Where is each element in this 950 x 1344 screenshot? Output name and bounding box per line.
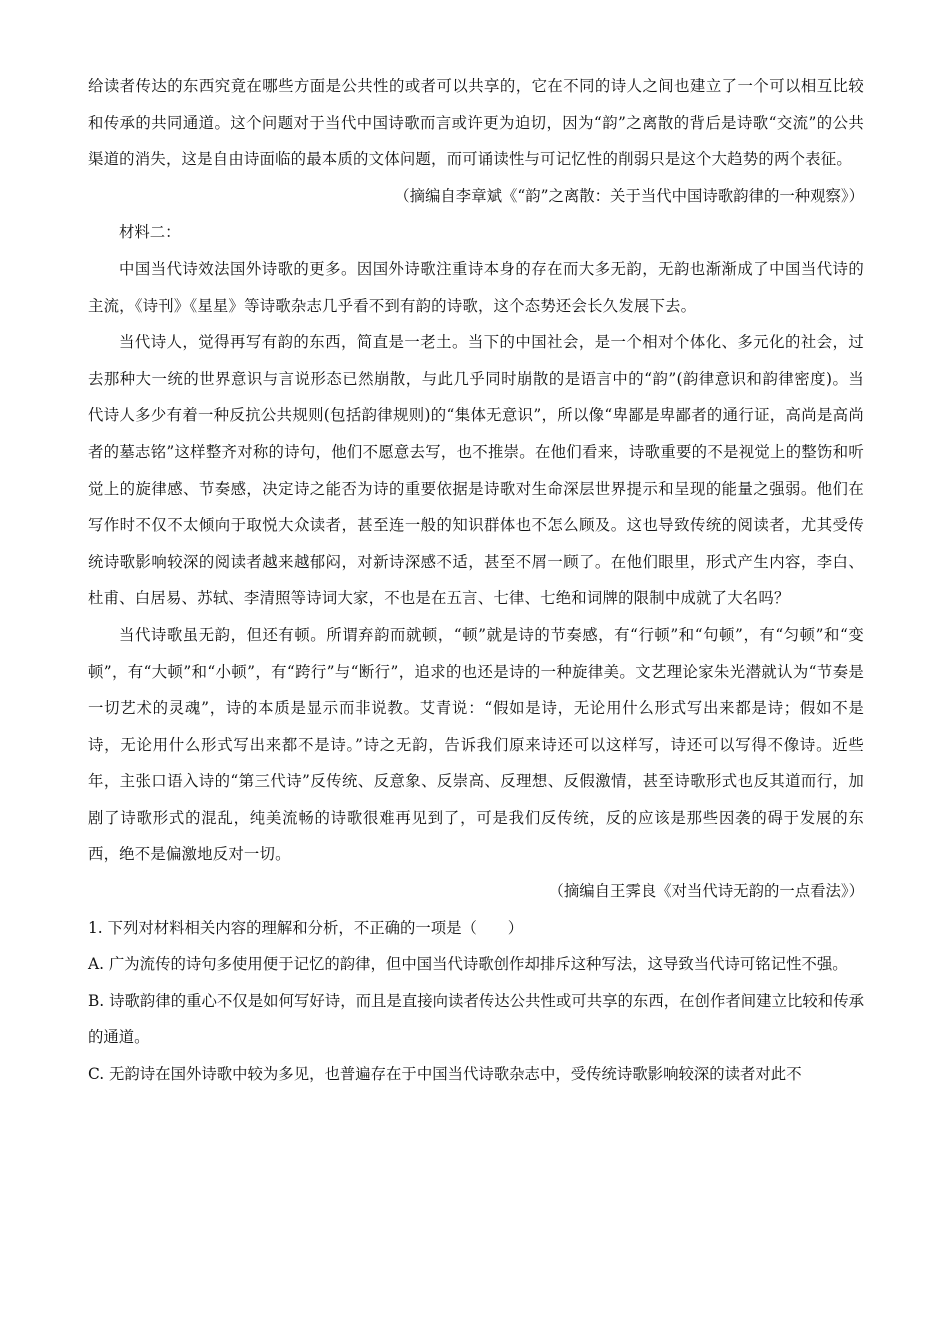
material2-paragraph-2: 当代诗人，觉得再写有韵的东西，简直是一老土。当下的中国社会，是一个相对个体化、多元化的社会，过去那种大一统的世界意识与言说形态已然崩散，与此几乎同时崩散的是语言中的“韵”(韵律意识和韵律密度)。当代诗人多少有着一种反抗公共规则(包括韵律规则)的“集体无意识”，所以像“卑鄙是卑鄙者的通行证，高尚是高尚者的墓志铭”这样整齐对称的诗句，他们不愿意去写，也不推崇。在他们看来，诗歌重要的不是视觉上的整饬和听觉上的旋律感、节奏感，决定诗之能否为诗的重要依据是诗歌对生命深层世界提示和呈现的能量之强弱。他们在写作时不仅不太倾向于取悦大众读者，甚至连一般的知识群体也不怎么顾及。这也导致传统的阅读者，尤其受传统诗歌影响较深的阅读者越来越郁闷，对新诗深感不适，甚至不屑一顾了。在他们眼里，形式产生内容，李白、杜甫、白居易、苏轼、李清照等诗词大家，不也是在五言、七律、七绝和词牌的限制中成就了大名吗？ bbox=[88, 333, 864, 608]
question-1-stem: 1. 下列对材料相关内容的理解和分析，不正确的一项是（ ） bbox=[88, 918, 524, 937]
material1-tail-paragraph: 给读者传达的东西究竟在哪些方面是公共性的或者可以共享的，它在不同的诗人之间也建立了一个可以相互比较和传承的共同通道。这个问题对于当代中国诗歌而言或许更为迫切，因为“韵”之离散的背后是诗歌“交流”的公共渠道的消失，这是自由诗面临的最本质的文体问题，而可诵读性与可记忆性的削弱只是这个大趋势的两个表征。 bbox=[88, 77, 864, 169]
document-page bbox=[88, 68, 864, 1093]
material2-heading: 材料二： bbox=[119, 223, 181, 242]
material1-source: （摘编自李章斌《“韵”之离散：关于当代中国诗歌韵律的一种观察》） bbox=[394, 186, 864, 205]
question-1-option-b: B. 诗歌韵律的重心不仅是如何写好诗，而且是直接向读者传达公共性或可共享的东西，在创作者间建立比较和传承的通道。 bbox=[88, 991, 864, 1047]
question-1-option-a: A. 广为流传的诗句多使用便于记忆的韵律，但中国当代诗歌创作却排斥这种写法，这导致当代诗可铭记性不强。 bbox=[88, 955, 848, 974]
material2-source: （摘编自王霁良《对当代诗无韵的一点看法》） bbox=[548, 882, 864, 901]
material2-paragraph-3: 当代诗歌虽无韵，但还有顿。所谓弃韵而就顿，“顿”就是诗的节奏感，有“行顿”和“句顿”，有“匀顿”和“变顿”，有“大顿”和“小顿”，有“跨行”与“断行”，追求的也还是诗的一种旋律美。文艺理论家朱光潜就认为“节奏是一切艺术的灵魂”，诗的本质是显示而非说教。艾青说：“假如是诗，无论用什么形式写出来都是诗；假如不是诗，无论用什么形式写出来都不是诗。”诗之无韵，告诉我们原来诗还可以这样写，诗还可以写得不像诗。近些年，主张口语入诗的“第三代诗”反传统、反意象、反崇高、反理想、反假激情，甚至诗歌形式也反其道而行，加剧了诗歌形式的混乱，纯美流畅的诗歌很难再见到了，可是我们反传统，反的应该是那些因袭的碍于发展的东西，绝不是偏激地反对一切。 bbox=[88, 625, 864, 864]
material2-paragraph-1: 中国当代诗效法国外诗歌的更多。因国外诗歌注重诗本身的存在而大多无韵，无韵也渐渐成了中国当代诗的主流，《诗刊》《星星》等诗歌杂志几乎看不到有韵的诗歌，这个态势还会长久发展下去。 bbox=[88, 259, 864, 315]
question-1-option-c: C. 无韵诗在国外诗歌中较为多见，也普遍存在于中国当代诗歌杂志中，受传统诗歌影响较深的读者对此不 bbox=[88, 1065, 802, 1084]
